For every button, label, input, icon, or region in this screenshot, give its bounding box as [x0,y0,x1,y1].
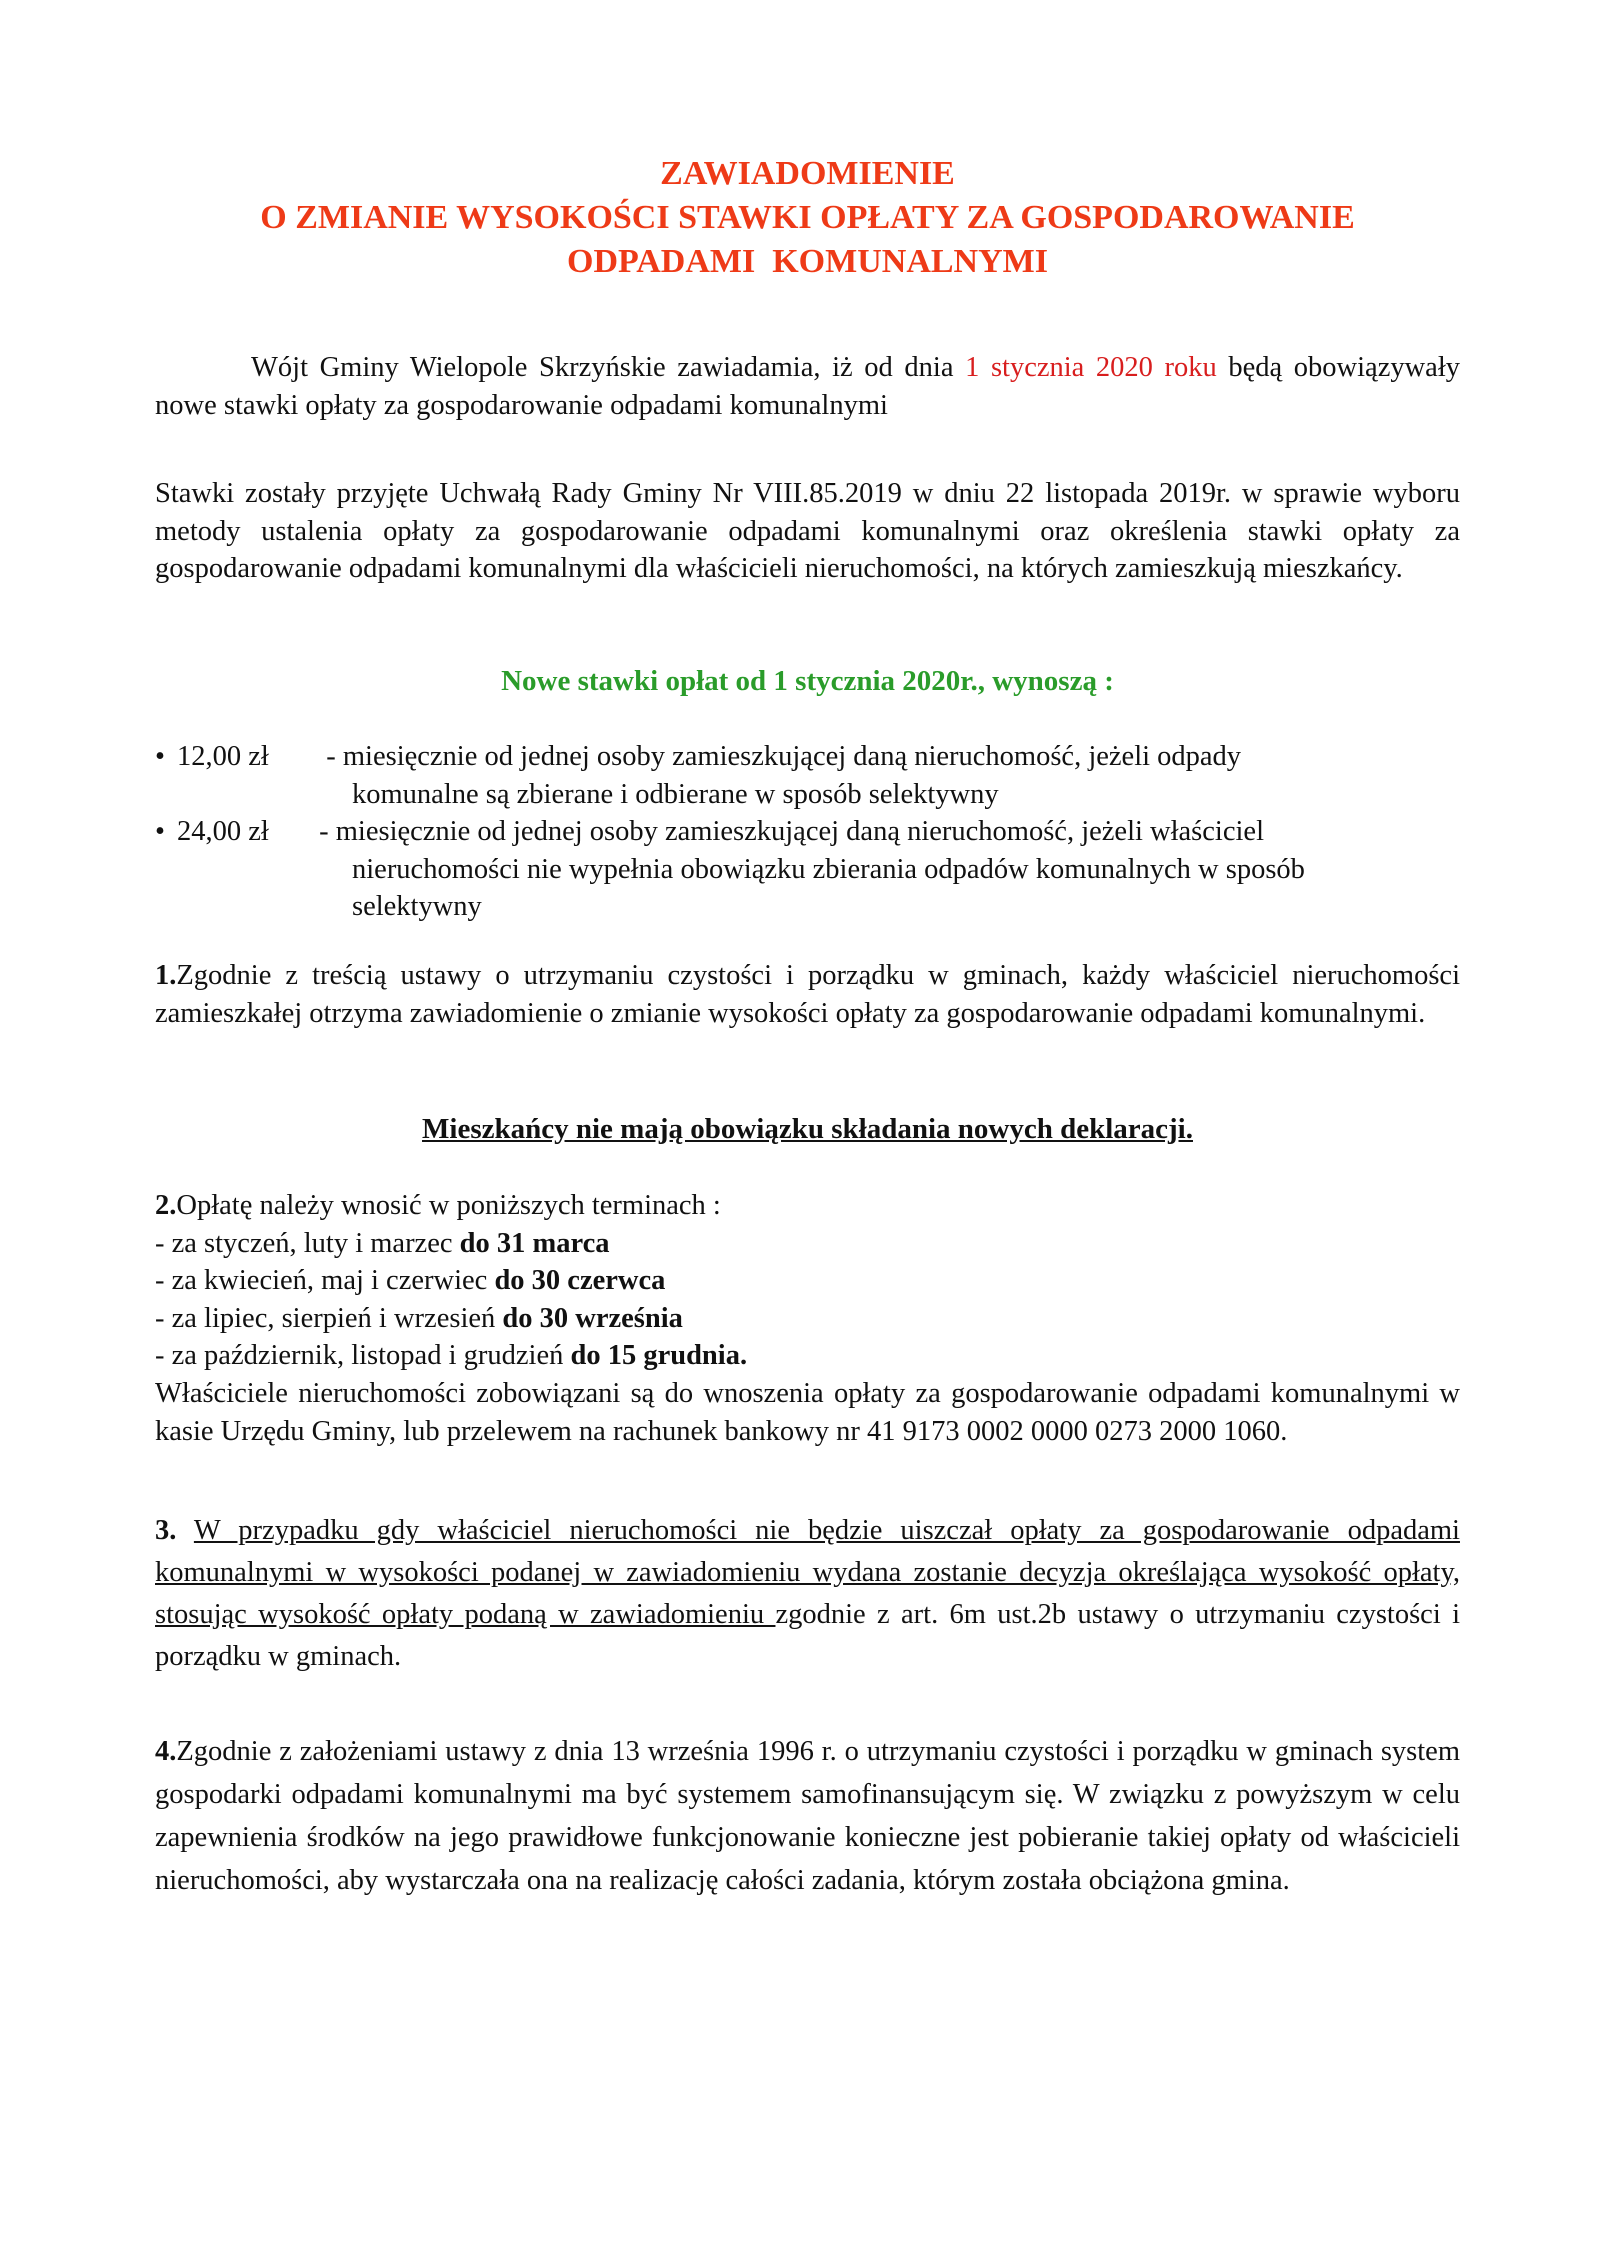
title-line-2: O ZMIANIE WYSOKOŚCI STAWKI OPŁATY ZA GOSPODAROWANIE [260,199,1355,236]
declaration-notice: Mieszkańcy nie mają obowiązku składania nowych deklaracji. [422,1113,1193,1145]
section-1-text: Zgodnie z treścią ustawy o utrzymaniu czystości i porządku w gminach, każdy właściciel nieruchomości zamieszkałej otrzyma zawiadomienie o zmianie wysokości opłaty za gospodarowanie odpadami komunalnymi. [155,960,1460,1029]
title-line-1: ZAWIADOMIENIE [660,155,955,192]
deadline-row: - za lipiec, sierpień i wrzesień do 30 września [155,1302,683,1334]
rate-description: - miesięcznie od jednej osoby zamieszkującej daną nieruchomość, jeżeli odpady komunalne są zbierane i odbierane w sposób selektywny [312,741,1242,810]
rate-amount: 24,00 zł [177,816,269,847]
deadline-row: - za październik, listopad i grudzień do 15 grudnia. [155,1340,748,1371]
rate-amount: 12,00 zł [177,741,269,772]
rates-list [155,738,1460,926]
intro-text-before: Wójt Gminy Wielopole Skrzyńskie zawiadamia, iż od dnia [251,352,966,383]
resolution-paragraph: Stawki zostały przyjęte Uchwałą Rady Gminy Nr VIII.85.2019 w dniu 22 listopada 2019r. w sprawie wyboru metody ustalenia opłaty za gospodarowanie odpadami komunalnymi oraz określenia stawki opłaty za gospodarowanie odpadami komunalnymi dla właścicieli nieruchomości, na których zamieszkują mieszkańcy. [155,478,1460,584]
payment-paragraph: Właściciele nieruchomości zobowiązani są do wnoszenia opłaty za gospodarowanie odpadami komunalnymi w kasie Urzędu Gminy, lub przelewem na rachunek bankowy nr 41 9173 0002 0000 0273 2000 1060. [155,1378,1460,1447]
bullet-icon: • [155,741,165,772]
intro-paragraph [155,349,1460,424]
section-3 [155,1510,1460,1678]
title-line-3: ODPADAMI KOMUNALNYMI [567,243,1048,280]
section-4 [155,1730,1460,1902]
section-2-number: 2. [155,1190,177,1221]
section-3-underlined: W przypadku gdy właściciel nieruchomości nie będzie uiszczał opłaty za gospodarowanie odpadami komunalnymi w wysokości podanej w zawiadomieniu wydana zostanie decyzja określająca wysokość opłaty, stosując wysokość opłaty podaną w zawiadomieniu [155,1515,1460,1630]
section-2 [155,1187,1460,1375]
deadline-row: - za styczeń, luty i marzec do 31 marca [155,1227,610,1259]
section-1 [155,957,1460,1032]
section-3-rest: zgodnie z art. 6m ust.2b ustawy o utrzymaniu czystości i porządku w gminach. [155,1599,1461,1672]
effective-date: 1 stycznia 2020 roku [965,352,1217,383]
section-2-intro: Opłatę należy wnosić w poniższych terminach : [176,1190,721,1221]
intro-text-after: będą obowiązywały nowe stawki opłaty za gospodarowanie odpadami komunalnymi [155,352,1460,421]
rate-item [155,813,1460,926]
bullet-icon: • [155,816,165,847]
rates-heading: Nowe stawki opłat od 1 stycznia 2020r., wynoszą : [501,665,1114,697]
section-1-number: 1. [155,960,177,991]
section-3-number: 3. [155,1515,177,1546]
section-4-text: Zgodnie z założeniami ustawy z dnia 13 września 1996 r. o utrzymaniu czystości i porządku w gminach system gospodarki odpadami komunalnymi ma być systemem samofinansującym się. W związku z powyższym w celu zapewnienia środków na jego prawidłowe funkcjonowanie konieczne jest pobieranie takiej opłaty od właścicieli nieruchomości, aby wystarczała ona na realizację całości zadania, którym została obciążona gmina. [155,1736,1460,1896]
section-4-number: 4. [155,1736,177,1767]
document-title [155,152,1460,284]
rate-item [155,738,1460,813]
deadline-row: - za kwiecień, maj i czerwiec do 30 czerwca [155,1265,666,1296]
rate-description: - miesięcznie od jednej osoby zamieszkującej daną nieruchomość, jeżeli właściciel nieruchomości nie wypełnia obowiązku zbierania odpadów komunalnych w sposób selektywny [312,816,1305,922]
